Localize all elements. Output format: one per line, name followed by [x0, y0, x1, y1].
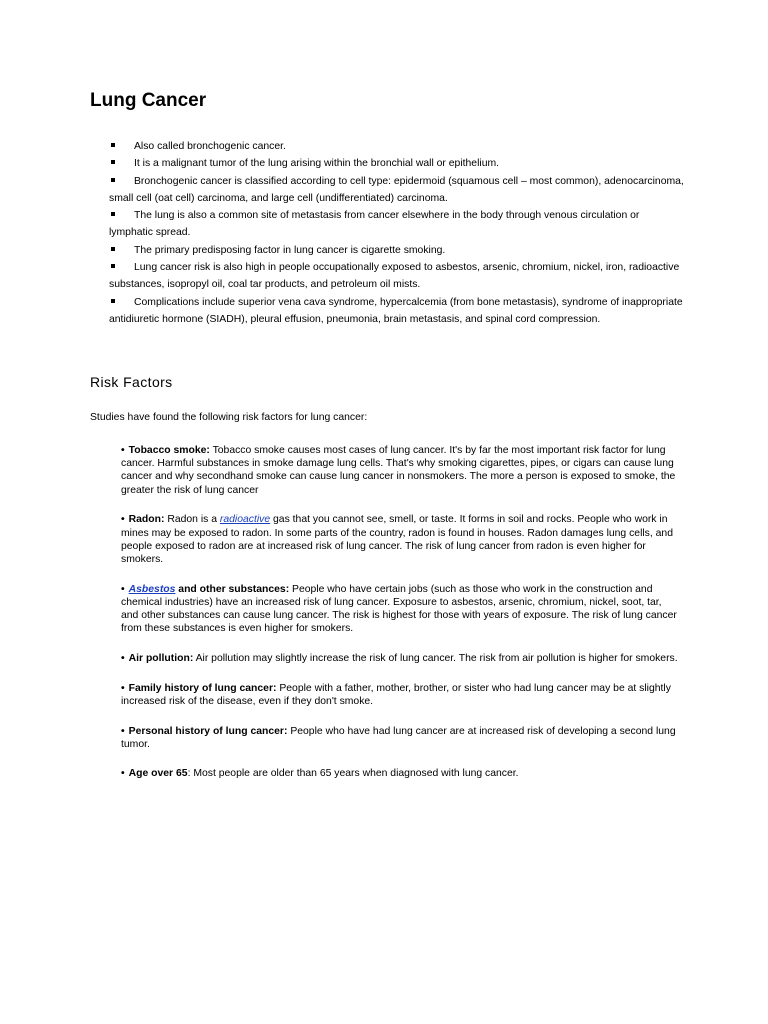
square-bullet-icon	[111, 299, 115, 303]
risk-label: Family history of lung cancer:	[128, 682, 277, 694]
risk-intro: Studies have found the following risk factors for lung cancer:	[90, 412, 368, 423]
risk-label: and other substances:	[175, 583, 290, 595]
bullet-icon: •	[121, 682, 125, 694]
list-item: Bronchogenic cancer is classified according to cell type: epidermoid (squamous cell – most common), adenocarcinoma, small cell (oat cell) carcinoma, and large cell (undifferentiated) carcinoma.	[109, 175, 684, 204]
risk-label: Age over 65	[128, 768, 188, 780]
square-bullet-icon	[111, 212, 115, 216]
risk-item-family-history	[121, 682, 681, 708]
list-item: Complications include superior vena cava syndrome, hypercalcemia (from bone metastasis), syndrome of inappropriate antidiuretic hormone (SIADH), pleural effusion, pneumonia, brain metastasis, and spinal cord compression.	[109, 296, 683, 325]
risk-label: Personal history of lung cancer:	[128, 725, 288, 737]
risk-item-radon	[121, 513, 681, 566]
bullet-icon: •	[121, 768, 125, 780]
risk-item-asbestos	[121, 583, 681, 636]
bullet-icon: •	[121, 652, 125, 664]
risk-item-age	[121, 767, 681, 780]
square-bullet-icon	[111, 143, 115, 147]
risk-label: Tobacco smoke:	[128, 445, 210, 456]
risk-label: Air pollution:	[128, 652, 194, 664]
risk-text: People who have had lung cancer are at increased risk of developing a second lung tumor.	[121, 725, 676, 750]
bullet-icon: •	[121, 445, 125, 456]
risk-text: : Most people are older than 65 years when diagnosed with lung cancer.	[187, 768, 519, 780]
risk-factors-heading: Risk Factors	[90, 374, 173, 390]
radioactive-link[interactable]: radioactive	[219, 514, 271, 526]
risk-item-personal-history	[121, 725, 681, 751]
risk-text: gas that you cannot see, smell, or taste. It forms in soil and rocks. People who work in mines may be exposed to radon. In some parts of the country, radon is found in houses. Radon damages lung cells, and people exposed to radon are at increased risk of lung cancer. The risk of lung cancer from radon is even higher for smokers.	[121, 514, 673, 565]
list-item: It is a malignant tumor of the lung arising within the bronchial wall or epithelium.	[109, 155, 684, 172]
square-bullet-icon	[111, 247, 115, 251]
square-bullet-icon	[111, 264, 115, 268]
risk-text: People with a father, mother, brother, or sister who had lung cancer may be at slightly increased risk of the disease, even if they don't smoke.	[121, 682, 671, 707]
risk-item-air-pollution	[121, 652, 681, 665]
square-bullet-icon	[111, 178, 115, 182]
risk-text: Radon is a	[164, 514, 220, 526]
asbestos-link[interactable]: Asbestos	[128, 583, 176, 595]
bullet-icon: •	[121, 583, 125, 595]
overview-list	[109, 138, 684, 328]
risk-factors-list	[121, 444, 681, 797]
list-item: The primary predisposing factor in lung cancer is cigarette smoking.	[109, 242, 684, 259]
bullet-icon: •	[121, 725, 125, 737]
list-item: Lung cancer risk is also high in people occupationally exposed to asbestos, arsenic, chromium, nickel, iron, radioactive substances, isopropyl oil, coal tar products, and petroleum oil mists.	[109, 262, 680, 291]
risk-text: People who have certain jobs (such as those who work in the construction and chemical industries) have an increased risk of lung cancer. Exposure to asbestos, arsenic, chromium, nickel, soot, tar, and other substances can cause lung cancer. The risk is highest for those with years of exposure. The risk of lung cancer from these substances is even higher for smokers.	[121, 583, 677, 635]
risk-item-tobacco	[121, 444, 681, 497]
bullet-icon: •	[121, 514, 125, 526]
risk-text: Tobacco smoke causes most cases of lung cancer. It's by far the most important risk factor for lung cancer. Harmful substances in smoke damage lung cells. That's why smoking cigarettes, pipes, or cigars can cause lung cancer and why secondhand smoke can cause lung cancer in nonsmokers. The more a person is exposed to smoke, the greater the risk of lung cancer	[121, 445, 676, 496]
list-item: The lung is also a common site of metastasis from cancer elsewhere in the body through venous circulation or lymphatic spread.	[109, 210, 640, 239]
risk-label: Radon:	[128, 514, 165, 526]
list-item: Also called bronchogenic cancer.	[109, 138, 684, 155]
page-title: Lung Cancer	[90, 90, 207, 111]
square-bullet-icon	[111, 160, 115, 164]
risk-text: Air pollution may slightly increase the risk of lung cancer. The risk from air pollution is higher for smokers.	[193, 652, 678, 664]
